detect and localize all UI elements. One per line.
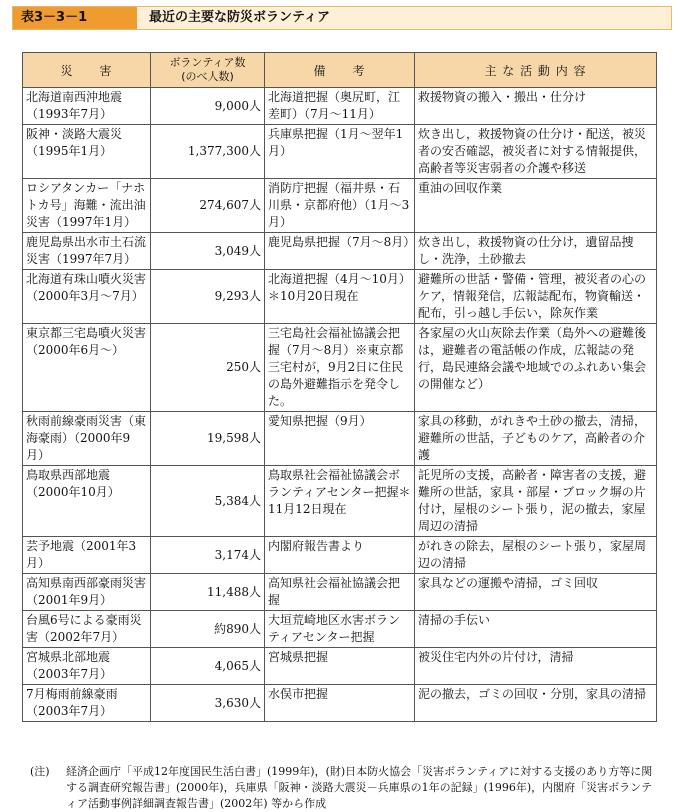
header-notes: 備 考 (265, 53, 415, 88)
volunteer-table (22, 52, 657, 722)
cell-activities: 清掃の手伝い (415, 611, 657, 648)
table-row (23, 466, 657, 537)
cell-volunteers: 4,065人 (151, 648, 265, 685)
cell-notes: 水俣市把握 (265, 685, 415, 722)
cell-activities: 各家屋の火山灰除去作業（島外への避難後は，避難者の電話帳の作成，広報誌の発行，島民連絡会議や地域でのふれあい集会の開催など） (415, 324, 657, 412)
cell-volunteers: 3,174人 (151, 537, 265, 574)
table-row (23, 179, 657, 233)
cell-disaster: 鳥取県西部地震（2000年10月） (23, 466, 151, 537)
cell-activities: 被災住宅内外の片付け，清掃 (415, 648, 657, 685)
table-row (23, 537, 657, 574)
cell-volunteers: 11,488人 (151, 574, 265, 611)
header-volunteers-line2: (のべ人数) (181, 70, 234, 83)
table-row (23, 574, 657, 611)
footnote (30, 764, 662, 812)
cell-notes: 宮城県把握 (265, 648, 415, 685)
table-row (23, 324, 657, 412)
cell-activities: がれきの除去，屋根のシート張り，家屋周辺の清掃 (415, 537, 657, 574)
cell-disaster: 高知県南西部豪雨災害（2001年9月） (23, 574, 151, 611)
cell-activities: 救援物資の搬入・搬出・仕分け (415, 88, 657, 125)
cell-notes: 愛知県把握（9月） (265, 412, 415, 466)
cell-disaster: 台風6号による豪雨災害（2002年7月） (23, 611, 151, 648)
cell-disaster: 秋雨前線豪雨災害（東海豪雨）（2000年9月） (23, 412, 151, 466)
cell-disaster: 宮城県北部地震（2003年7月） (23, 648, 151, 685)
cell-disaster: ロシアタンカー「ナホトカ号」海難・流出油災害（1997年1月） (23, 179, 151, 233)
cell-notes: 三宅島社会福祉協議会把握（7月～8月）※東京都三宅村が，9月2日に住民の島外避難指示を発令した。 (265, 324, 415, 412)
cell-volunteers: 3,049人 (151, 233, 265, 270)
cell-activities: 託児所の支援，高齢者・障害者の支援，避難所の世話，家具・部屋・ブロック塀の片付け，屋根のシート張り，泥の撤去，家屋周辺の清掃 (415, 466, 657, 537)
table-row (23, 270, 657, 324)
header-volunteers (151, 53, 265, 88)
cell-notes: 北海道把握（奥尻町，江差町）（7月～11月） (265, 88, 415, 125)
cell-notes: 北海道把握（4月～10月）＊10月20日現在 (265, 270, 415, 324)
cell-volunteers: 274,607人 (151, 179, 265, 233)
cell-notes: 兵庫県把握（1月～翌年1月） (265, 125, 415, 179)
cell-volunteers: 9,000人 (151, 88, 265, 125)
cell-activities: 炊き出し，救援物資の仕分け・配送，被災者の安否確認，被災者に対する情報提供，高齢者等災害弱者の介護や移送 (415, 125, 657, 179)
cell-activities: 重油の回収作業 (415, 179, 657, 233)
cell-volunteers: 1,377,300人 (151, 125, 265, 179)
cell-activities: 炊き出し，救援物資の仕分け，遺留品捜し・洗浄，土砂撤去 (415, 233, 657, 270)
table-row (23, 88, 657, 125)
cell-notes: 内閣府報告書より (265, 537, 415, 574)
table-number: 表3－3－1 (13, 7, 137, 29)
cell-activities: 泥の撤去，ゴミの回収・分別，家具の清掃 (415, 685, 657, 722)
cell-activities: 家具の移動，がれきや土砂の撤去，清掃，避難所の世話，子どものケア，高齢者の介護 (415, 412, 657, 466)
cell-volunteers: 250人 (151, 324, 265, 412)
header-volunteers-line1: ボランティア数 (169, 56, 246, 69)
cell-disaster: 北海道有珠山噴火災害（2000年3月～7月） (23, 270, 151, 324)
footnote-label: (注) (30, 765, 50, 778)
cell-notes: 鹿児島県把握（7月～8月） (265, 233, 415, 270)
cell-activities: 避難所の世話・警備・管理，被災者の心のケア，情報発信，広報誌配布，物資輸送・配布，引っ越し手伝い，除灰作業 (415, 270, 657, 324)
table-row (23, 648, 657, 685)
table-row (23, 611, 657, 648)
cell-volunteers: 9,293人 (151, 270, 265, 324)
table-row (23, 412, 657, 466)
cell-volunteers: 5,384人 (151, 466, 265, 537)
cell-disaster: 阪神・淡路大震災（1995年1月） (23, 125, 151, 179)
table-title: 最近の主要な防災ボランティア (149, 10, 330, 25)
table-row (23, 685, 657, 722)
cell-disaster: 芸予地震（2001年3月） (23, 537, 151, 574)
cell-notes: 鳥取県社会福祉協議会ボランティアセンター把握＊11月12日現在 (265, 466, 415, 537)
cell-volunteers: 3,630人 (151, 685, 265, 722)
cell-notes: 高知県社会福祉協議会把握 (265, 574, 415, 611)
table-row (23, 233, 657, 270)
cell-volunteers: 約890人 (151, 611, 265, 648)
cell-disaster: 東京都三宅島噴火災害（2000年6月～） (23, 324, 151, 412)
header-row (23, 53, 657, 88)
footnote-text: 経済企画庁「平成12年度国民生活白書」(1999年)，(財)日本防火協会「災害ボランティアに対する支援のあり方等に関する調査研究報告書」(2000年)，兵庫県「阪神・淡路大震災－兵庫県の1年の記録」(1996年)，内閣府「災害ボランティア活動事例詳細調査報告書」(2002年) 等から作成 (66, 765, 653, 810)
cell-disaster: 北海道南西沖地震（1993年7月） (23, 88, 151, 125)
cell-notes: 大垣荒崎地区水害ボランティアセンター把握 (265, 611, 415, 648)
header-activities: 主 な 活 動 内 容 (415, 53, 657, 88)
cell-volunteers: 19,598人 (151, 412, 265, 466)
header-disaster: 災 害 (23, 53, 151, 88)
table-title-bar (12, 6, 672, 30)
cell-disaster: 7月梅雨前線豪雨（2003年7月） (23, 685, 151, 722)
cell-activities: 家具などの運搬や清掃，ゴミ回収 (415, 574, 657, 611)
cell-disaster: 鹿児島県出水市土石流災害（1997年7月） (23, 233, 151, 270)
table-row (23, 125, 657, 179)
cell-notes: 消防庁把握（福井県・石川県・京都府他）（1月～3月） (265, 179, 415, 233)
